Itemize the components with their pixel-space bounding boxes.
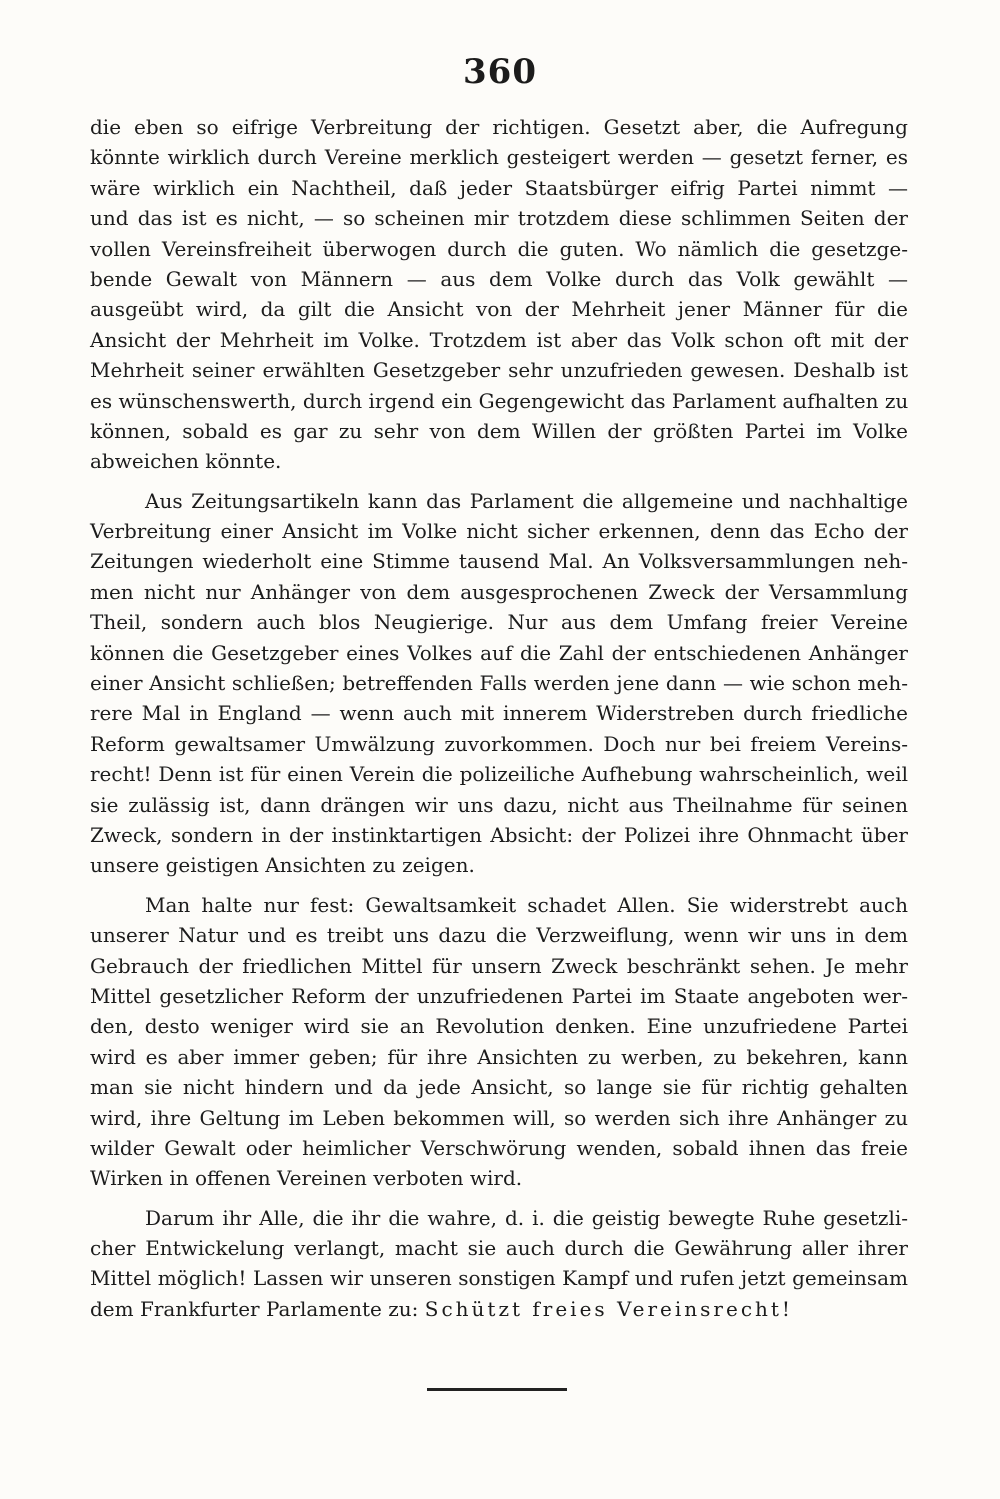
text-line: die eben so eifrige Verbreitung der richtigen. Gesetzt aber, die Aufregung <box>90 115 908 139</box>
text-line: sie zulässig ist, dann drängen wir uns dazu, nicht aus Theilnahme für seinen <box>90 792 908 817</box>
text-line: wird es aber immer geben; für ihre Ansichten zu werben, zu bekehren, kann <box>90 1044 908 1069</box>
closing-lead: dem Frankfurter Parlamente zu: <box>90 1296 425 1321</box>
paragraph-1 <box>90 112 908 477</box>
text-line: unserer Natur und es treibt uns dazu die Verzweiflung, wenn wir uns in dem <box>90 923 908 948</box>
text-line: wird, ihre Geltung im Leben bekommen will, so werden sich ihre Anhänger zu <box>90 1105 908 1130</box>
page-number: 360 <box>463 52 537 92</box>
text-line: Theil, sondern auch blos Neugierige. Nur aus dem Umfang freier Vereine <box>90 610 908 635</box>
text-line: und das ist es nicht, — so scheinen mir trotzdem diese schlimmen Seiten der <box>90 206 908 231</box>
text-line: Reform gewaltsamer Umwälzung zuvorkommen. Doch nur bei freiem Vereins- <box>90 731 908 756</box>
text-line: Wirken in offenen Vereinen verboten wird. <box>90 1166 523 1191</box>
text-line: Zeitungen wiederholt eine Stimme tausend Mal. An Volksversammlungen neh- <box>90 549 908 574</box>
text-line: Aus Zeitungsartikeln kann das Parlament die allgemeine und nachhaltige <box>145 488 908 513</box>
paragraph-4 <box>90 1203 908 1325</box>
text-line: Darum ihr Alle, die ihr die wahre, d. i. die geistig bewegte Ruhe gesetzli- <box>145 1205 908 1230</box>
text-line: recht! Denn ist für einen Verein die polizeiliche Aufhebung wahrscheinlich, weil <box>90 762 908 787</box>
text-line: können die Gesetzgeber eines Volkes auf die Zahl der entschiedenen Anhänger <box>90 640 908 665</box>
text-line: wäre wirklich ein Nachtheil, daß jeder Staatsbürger eifrig Partei nimmt — <box>90 175 908 200</box>
text-line: es wünschenswerth, durch irgend ein Gegengewicht das Parlament aufhalten zu <box>90 388 909 413</box>
text-line: wilder Gewalt oder heimlicher Verschwörung wenden, sobald ihnen das freie <box>90 1135 908 1160</box>
text-line: man sie nicht hindern und da jede Ansicht, so lange sie für richtig gehalten <box>90 1075 908 1100</box>
text-line: rere Mal in England — wenn auch mit innerem Widerstreben durch friedliche <box>90 701 908 726</box>
text-line: men nicht nur Anhänger von dem ausgesprochenen Zweck der Versammlung <box>90 579 908 604</box>
text-line: Man halte nur fest: Gewaltsamkeit schadet Allen. Sie widerstrebt auch <box>145 892 908 917</box>
text-line: vollen Vereinsfreiheit überwogen durch die guten. Wo nämlich die gesetzge- <box>90 236 908 261</box>
end-rule <box>427 1388 567 1391</box>
text-line: Mittel gesetzlicher Reform der unzufriedenen Partei im Staate angeboten wer- <box>90 983 908 1008</box>
text-line: bende Gewalt von Männern — aus dem Volke durch das Volk gewählt — <box>90 266 908 291</box>
text-line: Ansicht der Mehrheit im Volke. Trotzdem ist aber das Volk schon oft mit der <box>90 327 908 352</box>
text-line: Mittel möglich! Lassen wir unseren sonstigen Kampf und rufen jetzt gemeinsam <box>90 1266 908 1291</box>
paragraph-3 <box>90 890 908 1194</box>
text-line: könnte wirklich durch Vereine merklich gesteigert werden — gesetzt ferner, es <box>90 145 908 170</box>
closing-line <box>90 1294 908 1324</box>
body-text <box>90 112 908 1324</box>
text-line: können, sobald es gar zu sehr von dem Willen der größten Partei im Volke <box>90 418 908 443</box>
text-line: einer Ansicht schließen; betreffenden Falls werden jene dann — wie schon meh- <box>90 671 908 696</box>
text-line: Zweck, sondern in der instinktartigen Absicht: der Polizei ihre Ohnmacht über <box>90 822 908 847</box>
paragraph-2 <box>90 486 908 881</box>
text-line: Gebrauch der friedlichen Mittel für unsern Zweck beschränkt sehen. Je mehr <box>90 953 908 978</box>
closing-emphasis: Schützt freies Vereinsrecht! <box>424 1296 793 1321</box>
text-line: abweichen könnte. <box>90 449 282 474</box>
text-line: Verbreitung einer Ansicht im Volke nicht sicher erkennen, denn das Echo der <box>90 519 908 544</box>
text-line: cher Entwickelung verlangt, macht sie auch durch die Gewährung aller ihrer <box>90 1236 908 1261</box>
text-line: ausgeübt wird, da gilt die Ansicht von der Mehrheit jener Männer für die <box>90 297 908 322</box>
text-line: unsere geistigen Ansichten zu zeigen. <box>90 853 475 878</box>
text-line: Mehrheit seiner erwählten Gesetzgeber sehr unzufrieden gewesen. Deshalb ist <box>90 358 908 383</box>
text-line: den, desto weniger wird sie an Revolution denken. Eine unzufriedene Partei <box>90 1014 908 1039</box>
